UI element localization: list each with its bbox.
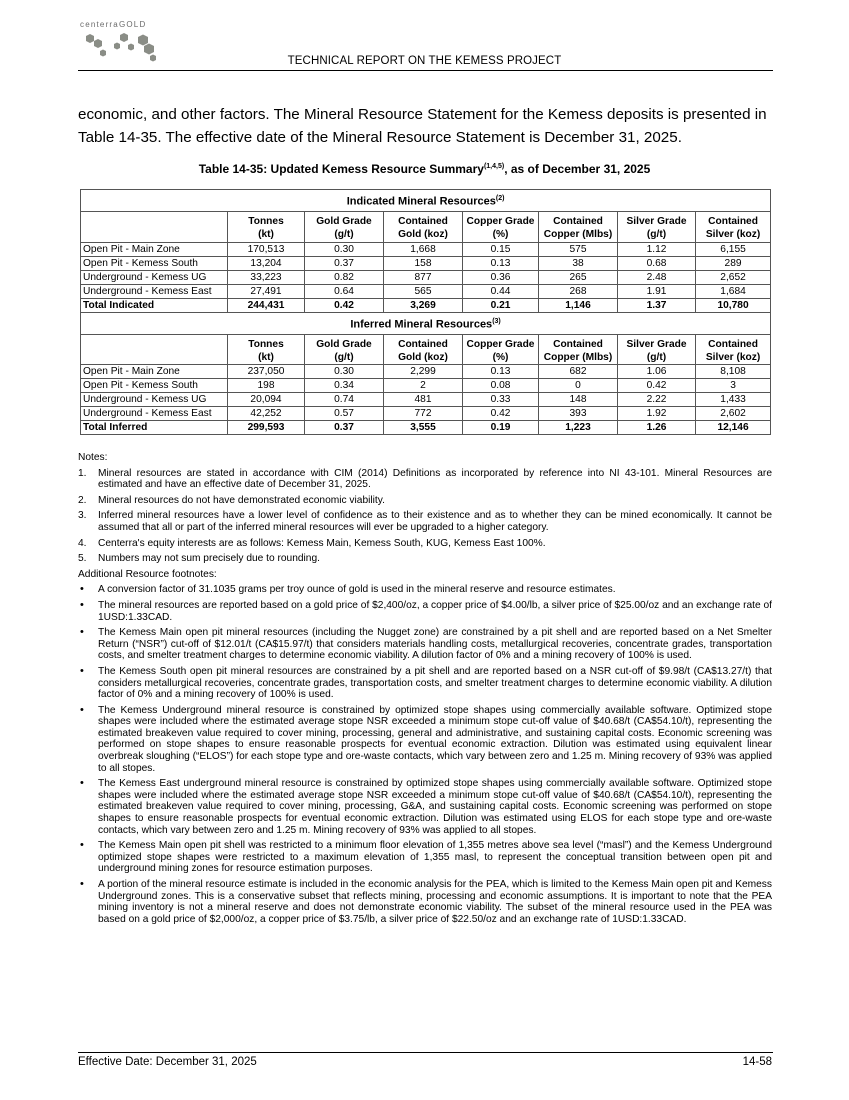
additional-footnotes-list — [78, 584, 772, 925]
table-cell: 0.30 — [305, 242, 384, 256]
column-header: Silver (koz) — [696, 228, 771, 242]
row-label: Underground - Kemess East — [81, 284, 228, 298]
table-cell: 0.42 — [463, 407, 539, 421]
indicated-column-header-row — [81, 212, 771, 229]
footnote-bullet: • A conversion factor of 31.1035 grams per troy ounce of gold is used in the mineral reserve and resource estimates. — [78, 584, 772, 596]
note-text: Mineral resources are stated in accordance with CIM (2014) Definitions as incorporated by reference into NI 43-101. Mineral Resources are estimated and have an effective date of December 31, 2025. — [98, 467, 772, 491]
footer-divider — [78, 1052, 773, 1053]
total-cell: 0.19 — [463, 421, 539, 435]
table-cell: 0.74 — [305, 393, 384, 407]
note-text: Mineral resources do not have demonstrated economic viability. — [98, 494, 385, 506]
inferred-section-title — [81, 312, 771, 334]
row-label: Underground - Kemess UG — [81, 393, 228, 407]
note-item — [78, 468, 772, 491]
table-cell: 0.13 — [463, 256, 539, 270]
table-cell: 2 — [384, 379, 463, 393]
notes-heading: Notes: — [78, 452, 108, 463]
total-cell: 1,223 — [539, 421, 618, 435]
table-row — [81, 379, 771, 393]
column-header-blank — [81, 334, 228, 351]
table-cell: 575 — [539, 242, 618, 256]
column-header: Tonnes — [228, 334, 305, 351]
table-cell: 148 — [539, 393, 618, 407]
table-cell: 13,204 — [228, 256, 305, 270]
table-title — [0, 162, 849, 176]
table-row — [81, 242, 771, 256]
column-header: (g/t) — [305, 351, 384, 365]
table-cell: 0.13 — [463, 365, 539, 379]
column-header: (kt) — [228, 351, 305, 365]
table-cell: 0.57 — [305, 407, 384, 421]
inferred-title-text: Inferred Mineral Resources — [350, 318, 493, 331]
total-cell: 1.26 — [618, 421, 696, 435]
header-divider — [78, 70, 773, 71]
column-header-blank — [81, 212, 228, 229]
row-label: Underground - Kemess East — [81, 407, 228, 421]
table-cell: 0.42 — [618, 379, 696, 393]
table-row — [81, 393, 771, 407]
column-header: (%) — [463, 351, 539, 365]
table-cell: 0.08 — [463, 379, 539, 393]
resource-summary-table — [80, 189, 771, 435]
column-header: (g/t) — [618, 228, 696, 242]
table-cell: 0.44 — [463, 284, 539, 298]
inferred-column-header-row — [81, 334, 771, 351]
table-title-text: Table 14-35: Updated Kemess Resource Summary — [198, 162, 484, 176]
total-cell: 12,146 — [696, 421, 771, 435]
row-label: Open Pit - Main Zone — [81, 365, 228, 379]
footnote-bullet: • The Kemess Main open pit shell was restricted to a minimum floor elevation of 1,355 metres above sea level (“masl”) and the Kemess Underground optimized stope shapes were restricted to a maximum elevation of 1,355 masl, to represent the conceptual transition between open pit and underground mining zones for resource estimation purposes. — [78, 840, 772, 875]
table-cell: 682 — [539, 365, 618, 379]
notes-section — [78, 452, 772, 929]
total-label: Total Inferred — [81, 421, 228, 435]
table-cell: 6,155 — [696, 242, 771, 256]
note-text: Inferred mineral resources have a lower level of confidence as to their existence and as to whether they can be mined economically. It cannot be assumed that all or part of the inferred mineral resources will ever be upgraded to a higher category. — [98, 510, 772, 533]
column-header: Gold Grade — [305, 334, 384, 351]
total-cell: 3,555 — [384, 421, 463, 435]
table-cell: 33,223 — [228, 270, 305, 284]
table-cell: 1.12 — [618, 242, 696, 256]
total-label: Total Indicated — [81, 298, 228, 312]
indicated-section-header — [81, 190, 771, 212]
row-label: Open Pit - Kemess South — [81, 379, 228, 393]
row-label: Open Pit - Kemess South — [81, 256, 228, 270]
total-cell: 10,780 — [696, 298, 771, 312]
table-cell: 289 — [696, 256, 771, 270]
table-row — [81, 284, 771, 298]
table-cell: 2.22 — [618, 393, 696, 407]
table-row — [81, 365, 771, 379]
column-header: Contained — [384, 212, 463, 229]
table-cell: 1,433 — [696, 393, 771, 407]
total-cell: 3,269 — [384, 298, 463, 312]
table-cell: 237,050 — [228, 365, 305, 379]
table-cell: 20,094 — [228, 393, 305, 407]
table-cell: 198 — [228, 379, 305, 393]
additional-footnotes-heading: Additional Resource footnotes: — [78, 568, 217, 580]
column-header: Contained — [696, 212, 771, 229]
column-header-blank — [81, 351, 228, 365]
table-cell: 1.92 — [618, 407, 696, 421]
total-cell: 244,431 — [228, 298, 305, 312]
footnote-bullet: • The Kemess Main open pit mineral resources (including the Nugget zone) are constrained by a pit shell and are reported based on a Net Smelter Return (“NSR”) cut-off of $12.01/t (CA$15.97/t) that considers materials handling costs, metallurgical recoveries, concentrate grades, transportation costs, and smelter treatment charges to determine economic viability. A dilution factor of 0% and a mining recovery of 100% is used. — [78, 627, 772, 662]
table-cell: 38 — [539, 256, 618, 270]
table-cell: 0.37 — [305, 256, 384, 270]
indicated-column-header-row — [81, 228, 771, 242]
table-cell: 1,668 — [384, 242, 463, 256]
total-cell: 0.42 — [305, 298, 384, 312]
table-cell: 3 — [696, 379, 771, 393]
column-header: Copper Grade — [463, 212, 539, 229]
column-header: Gold Grade — [305, 212, 384, 229]
table-cell: 2,299 — [384, 365, 463, 379]
table-cell: 0.36 — [463, 270, 539, 284]
total-cell: 0.37 — [305, 421, 384, 435]
footnote-bullet: • The mineral resources are reported based on a gold price of $2,400/oz, a copper price of $4.00/lb, a silver price of $25.00/oz and an exchange rate of 1USD:1.33CAD. — [78, 600, 772, 623]
column-header: Copper (Mlbs) — [539, 228, 618, 242]
footnote-bullet: • A portion of the mineral resource estimate is included in the economic analysis for the PEA, which is limited to the Kemess Main open pit and Kemess Underground zones. This is a conservative subset that reflects mining, processing and economic assumptions. It is important to note that the PEA mining inventory is not a mineral reserve and does not demonstrate economic viability. The subset of the mineral resource used in the PEA was based on a gold price of $2,000/oz, a copper price of $3.75/lb, a silver price of $22.50/oz and an exchange rate of 1USD:1.33CAD. — [78, 879, 772, 925]
note-number: 1. — [78, 467, 87, 479]
table-title-suffix: , as of December 31, 2025 — [504, 162, 651, 176]
column-header: Contained — [696, 334, 771, 351]
column-header: Tonnes — [228, 212, 305, 229]
column-header: (kt) — [228, 228, 305, 242]
table-row — [81, 407, 771, 421]
total-cell: 1.37 — [618, 298, 696, 312]
logo-text: centerraGOLD — [80, 20, 147, 29]
column-header: (g/t) — [305, 228, 384, 242]
indicated-title-superscript: (2) — [495, 195, 505, 203]
table-cell: 8,108 — [696, 365, 771, 379]
table-cell: 481 — [384, 393, 463, 407]
total-cell: 1,146 — [539, 298, 618, 312]
table-title-superscript: (1,4,5) — [483, 163, 505, 170]
table-cell: 1.06 — [618, 365, 696, 379]
table-cell: 565 — [384, 284, 463, 298]
table-cell: 772 — [384, 407, 463, 421]
table-cell: 170,513 — [228, 242, 305, 256]
table-cell: 27,491 — [228, 284, 305, 298]
column-header-blank — [81, 228, 228, 242]
column-header: Silver Grade — [618, 334, 696, 351]
table-cell: 265 — [539, 270, 618, 284]
note-number: 2. — [78, 494, 87, 506]
column-header: (%) — [463, 228, 539, 242]
table-cell: 0.15 — [463, 242, 539, 256]
note-text: Numbers may not sum precisely due to rounding. — [98, 553, 320, 565]
footnote-bullet: • The Kemess East underground mineral resource is constrained by optimized stope shapes using commercially available software. Optimized stope shapes were included where the estimated average stope NSR exceeded a minimum stope cut-off value of $40.68/t (CA$54.10/t), representing the estimated breakeven value required to cover mining, processing, G&A, and sustaining capital costs. Economic screening was performed on stope shapes to ensure reasonable prospects for eventual economic extraction. Dilution was estimated using ELOS for each stope type and ore-waste contacts, which vary between zero and 1.25 m. Mining recovery of 93% was applied to all stopes. — [78, 778, 772, 836]
inferred-title-superscript: (3) — [492, 317, 501, 325]
total-cell: 299,593 — [228, 421, 305, 435]
table-cell: 0.64 — [305, 284, 384, 298]
table-row — [81, 270, 771, 284]
footer-page-number: 14-58 — [742, 1056, 772, 1068]
table-cell: 0 — [539, 379, 618, 393]
column-header: Contained — [539, 212, 618, 229]
note-number: 4. — [78, 537, 87, 549]
column-header: Copper Grade — [463, 334, 539, 351]
indicated-title-text: Indicated Mineral Resources — [346, 196, 496, 208]
note-item — [78, 495, 772, 507]
table-cell: 1,684 — [696, 284, 771, 298]
footnote-bullet: • The Kemess Underground mineral resource is constrained by optimized stope shapes using commercially available software. Optimized stope shapes were included where the estimated average stope NSR exceeded a minimum stope cut-off value of $40.68/t (CA$54.10/t), representing the estimated breakeven value required to cover mining, processing, general and administrative, and sustaining capital costs. Economic screening was performed on stope shapes to ensure reasonable prospects for eventual economic extraction. Dilution was estimated using equivalent linear overbreak sloughing (“ELOS”) for each stope type and ore-waste contacts, which vary between zero and 1.25 m. Mining recovery of 93% was applied to all stopes. — [78, 705, 772, 775]
column-header: Gold (koz) — [384, 351, 463, 365]
table-cell: 42,252 — [228, 407, 305, 421]
note-number: 5. — [78, 553, 87, 565]
table-cell: 2,652 — [696, 270, 771, 284]
footnote-bullet: • The Kemess South open pit mineral resources are constrained by a pit shell and are reported based on a NSR cut-off of $9.98/t (CA$13.27/t) that considers metallurgical recoveries, concentrate grades, transportation costs, and smelter treatment charges to determine economic viability. A dilution factor of 0% and a mining recovery of 100% is used. — [78, 666, 772, 701]
notes-list — [78, 468, 772, 565]
column-header: Contained — [539, 334, 618, 351]
table-cell: 0.68 — [618, 256, 696, 270]
note-text: Centerra's equity interests are as follows: Kemess Main, Kemess South, KUG, Kemess East 100%. — [98, 537, 546, 549]
table-cell: 0.30 — [305, 365, 384, 379]
table-row — [81, 256, 771, 270]
table-cell: 0.82 — [305, 270, 384, 284]
table-cell: 2.48 — [618, 270, 696, 284]
note-item — [78, 538, 772, 550]
column-header: (g/t) — [618, 351, 696, 365]
table-cell: 0.33 — [463, 393, 539, 407]
inferred-column-header-row — [81, 351, 771, 365]
footer-effective-date: Effective Date: December 31, 2025 — [78, 1056, 257, 1068]
note-number: 3. — [78, 510, 87, 522]
table-cell: 393 — [539, 407, 618, 421]
note-item — [78, 553, 772, 565]
indicated-total-row — [81, 298, 771, 312]
note-item — [78, 510, 772, 533]
column-header: Contained — [384, 334, 463, 351]
column-header: Silver (koz) — [696, 351, 771, 365]
table-cell: 877 — [384, 270, 463, 284]
report-header-title: TECHNICAL REPORT ON THE KEMESS PROJECT — [287, 55, 562, 67]
total-cell: 0.21 — [463, 298, 539, 312]
intro-paragraph: economic, and other factors. The Mineral Resource Statement for the Kemess deposits is presented in Table 14-35. The effective date of the Mineral Resource Statement is December 31, 2025. — [78, 106, 767, 146]
inferred-total-row — [81, 421, 771, 435]
table-cell: 1.91 — [618, 284, 696, 298]
column-header: Copper (Mlbs) — [539, 351, 618, 365]
table-cell: 2,602 — [696, 407, 771, 421]
indicated-section-title — [81, 190, 771, 212]
table-cell: 268 — [539, 284, 618, 298]
table-cell: 158 — [384, 256, 463, 270]
inferred-section-header — [81, 312, 771, 334]
column-header: Silver Grade — [618, 212, 696, 229]
row-label: Open Pit - Main Zone — [81, 242, 228, 256]
table-cell: 0.34 — [305, 379, 384, 393]
column-header: Gold (koz) — [384, 228, 463, 242]
row-label: Underground - Kemess UG — [81, 270, 228, 284]
